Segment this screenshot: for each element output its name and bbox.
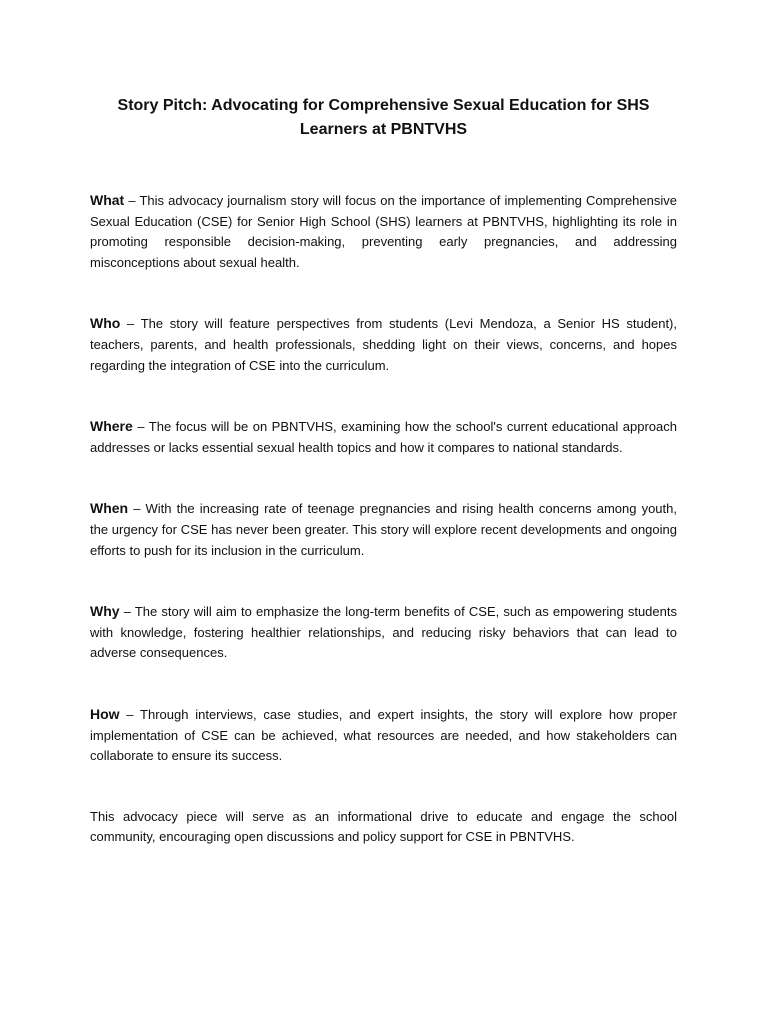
section-term: Why xyxy=(90,603,120,620)
section-text: – The story will aim to emphasize the long-term benefits of CSE, such as empowering students with knowledge, fostering healthier relationships, and reducing risky behaviors that can lead to adverse consequences. xyxy=(90,604,677,661)
section-text: – The focus will be on PBNTVHS, examining how the school's current educational approach addresses or lacks essential sexual health topics and how it compares to national standards. xyxy=(90,419,677,455)
section-term: Where xyxy=(90,418,133,435)
section-why xyxy=(90,601,677,664)
document-title: Story Pitch: Advocating for Comprehensive Sexual Education for SHS Learners at PBNTVHS xyxy=(117,97,650,138)
section-term: How xyxy=(90,705,120,722)
section-text: – This advocacy journalism story will focus on the importance of implementing Comprehensive Sexual Education (CSE) for Senior High School (SHS) learners at PBNTVHS, highlighting its role in promoting responsible decision-making, preventing early pregnancies, and addressing misconceptions about sexual health. xyxy=(90,193,677,270)
section-where xyxy=(90,416,677,458)
closing-paragraph: This advocacy piece will serve as an informational drive to educate and engage the school community, encouraging open discussions and policy support for CSE in PBNTVHS. xyxy=(90,808,677,845)
section-term: Who xyxy=(90,315,121,332)
section-when xyxy=(90,498,677,561)
section-text: – The story will feature perspectives from students (Levi Mendoza, a Senior HS student), teachers, parents, and health professionals, shedding light on their views, concerns, and hopes regarding the integration of CSE into the curriculum. xyxy=(90,316,677,373)
section-term: When xyxy=(90,500,129,517)
section-what xyxy=(90,190,677,273)
section-text: – Through interviews, case studies, and expert insights, the story will explore how proper implementation of CSE can be achieved, what resources are needed, and how stakeholders can collaborate to ensure its success. xyxy=(90,706,677,764)
section-term: What xyxy=(90,192,125,208)
section-text: – With the increasing rate of teenage pregnancies and rising health concerns among youth, the urgency for CSE has never been greater. This story will explore recent developments and ongoing efforts to push for its inclusion in the curriculum. xyxy=(90,501,677,558)
section-how xyxy=(90,704,677,767)
section-who xyxy=(90,313,677,376)
document-content xyxy=(90,94,677,888)
